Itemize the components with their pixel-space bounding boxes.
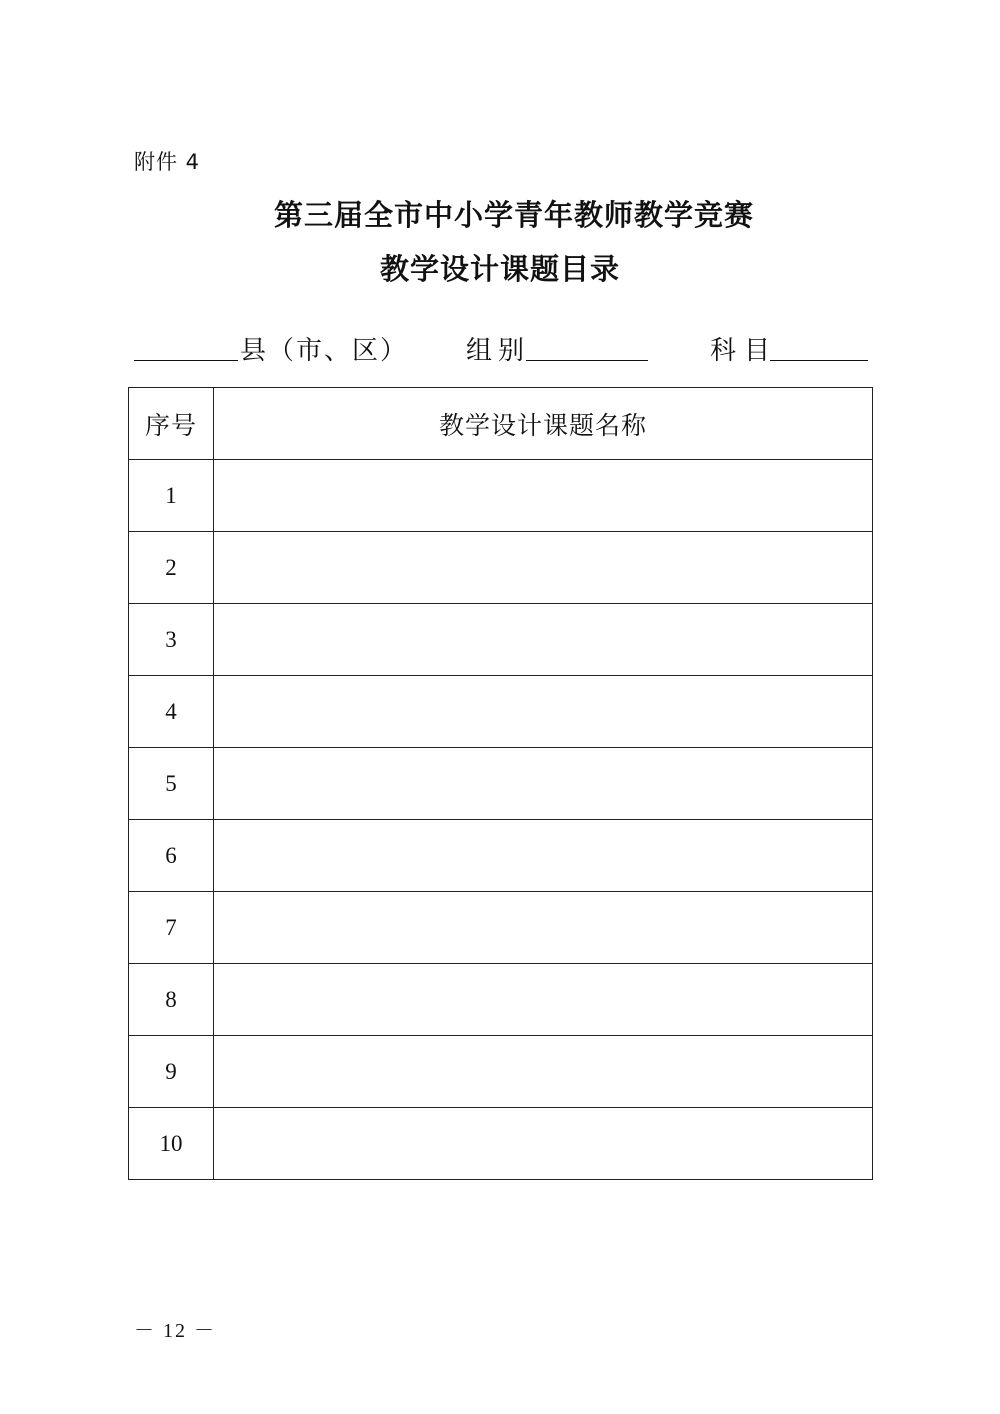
topic-name-cell[interactable] <box>214 460 873 532</box>
table-row <box>129 892 873 964</box>
attachment-label: 附件 4 <box>134 150 201 174</box>
county-field[interactable] <box>134 330 238 361</box>
document-subtitle: 教学设计课题目录 <box>379 252 620 286</box>
table-row <box>129 964 873 1036</box>
table-row <box>129 1036 873 1108</box>
topic-name-cell[interactable] <box>214 604 873 676</box>
form-header-row <box>134 330 868 366</box>
table-row <box>129 604 873 676</box>
row-number: 5 <box>129 748 214 820</box>
table-row <box>129 460 873 532</box>
topic-catalog-table <box>128 387 873 1180</box>
column-header-topic-name: 教学设计课题名称 <box>214 388 873 460</box>
topic-name-cell[interactable] <box>214 892 873 964</box>
topic-name-cell[interactable] <box>214 1036 873 1108</box>
topic-name-cell[interactable] <box>214 820 873 892</box>
topic-name-cell[interactable] <box>214 1108 873 1180</box>
row-number: 1 <box>129 460 214 532</box>
row-number: 3 <box>129 604 214 676</box>
row-number: 9 <box>129 1036 214 1108</box>
table-row <box>129 820 873 892</box>
row-number: 6 <box>129 820 214 892</box>
row-number: 4 <box>129 676 214 748</box>
table-row <box>129 532 873 604</box>
column-header-number: 序号 <box>129 388 214 460</box>
row-number: 8 <box>129 964 214 1036</box>
group-label: 组别 <box>466 336 531 366</box>
topic-name-cell[interactable] <box>214 532 873 604</box>
topic-name-cell[interactable] <box>214 964 873 1036</box>
table-row <box>129 1108 873 1180</box>
table-row <box>129 676 873 748</box>
page-number: － 12 － <box>134 1320 216 1342</box>
topic-name-cell[interactable] <box>214 676 873 748</box>
county-label: 县（市、区） <box>240 336 409 366</box>
row-number: 10 <box>129 1108 214 1180</box>
subject-field[interactable] <box>770 330 868 361</box>
document-title: 第三届全市中小学青年教师教学竞赛 <box>273 198 754 232</box>
row-number: 2 <box>129 532 214 604</box>
subject-label: 科目 <box>710 336 779 366</box>
table-header-row <box>129 388 873 460</box>
group-field[interactable] <box>526 330 648 361</box>
row-number: 7 <box>129 892 214 964</box>
topic-name-cell[interactable] <box>214 748 873 820</box>
table-row <box>129 748 873 820</box>
